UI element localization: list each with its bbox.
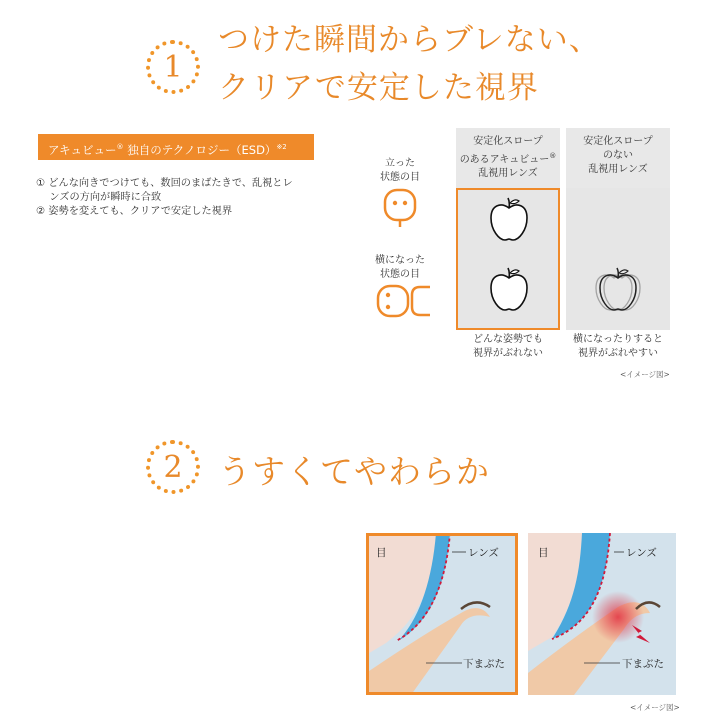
column-1-header: [456, 128, 560, 188]
col1-head-line1: 安定化スロープ: [473, 136, 543, 147]
diagram-image-note: <イメージ図>: [630, 703, 680, 712]
section-1-heading-line2: クリアで安定した視界: [218, 70, 539, 106]
blurred-apple-icon: [590, 264, 646, 314]
section-2-number-text: 2: [163, 449, 183, 485]
left-eyelid-label: 下まぶた: [463, 658, 505, 670]
apple-icon: [488, 266, 530, 312]
col2-head-line1: 安定化スロープ: [583, 136, 653, 147]
section-2-heading: うすくてやわらか: [218, 452, 490, 491]
right-eye-label: 目: [538, 547, 549, 559]
feature-1-line2: ンズの方向が瞬時に合致: [36, 192, 162, 203]
feature-2: ② 姿勢を変えても、クリアで安定した視界: [36, 206, 233, 217]
lying-face-icon: [376, 284, 432, 318]
section-1-number: [146, 40, 200, 94]
badge-note: ※2: [276, 143, 287, 151]
left-lens-label: レンズ: [468, 547, 499, 559]
col1-caption-line1: どんな姿勢でも: [473, 334, 543, 345]
column-1-caption: [446, 333, 570, 361]
comparison-image-note: <イメージ図>: [620, 370, 670, 379]
section-2-number: [146, 440, 200, 494]
badge-reg: ®: [116, 143, 124, 151]
badge-text2: 独自のテクノロジー（ESD）: [123, 142, 277, 157]
col1-head-line2: のあるアキュビュー: [459, 154, 550, 166]
right-eyelid-label: 下まぶた: [622, 658, 664, 670]
upright-label: [374, 157, 426, 185]
col1-caption-line2: 視界がぶれない: [473, 348, 543, 359]
section-1-number-text: 1: [163, 49, 183, 85]
col1-head-line3: 乱視用レンズ: [478, 168, 538, 180]
feature-1-line1: ① どんな向きでつけても、数回のまばたきで、乱視とレ: [36, 178, 293, 189]
technology-badge: [38, 134, 314, 160]
col2-caption-line2: 視界がぶれやすい: [578, 348, 658, 359]
col2-head-line3: 乱視用レンズ: [588, 164, 648, 175]
right-lens-label: レンズ: [626, 547, 657, 559]
badge-text: アキュビュー: [48, 142, 117, 157]
lying-label-line1: 横になった: [375, 255, 425, 266]
upright-label-line1: 立った: [385, 158, 415, 169]
column-2-header: [566, 128, 670, 188]
apple-icon: [488, 196, 530, 242]
col1-head-reg: ®: [549, 152, 557, 160]
lying-label: [370, 254, 430, 282]
left-eye-label: 目: [376, 547, 387, 559]
column-2-caption: [556, 333, 680, 361]
col2-head-line2: のない: [603, 150, 633, 161]
upright-label-line2: 状態の目: [380, 172, 420, 183]
section-1-heading-line1: つけた瞬間からブレない、: [218, 22, 601, 58]
upright-face-icon: [382, 188, 418, 228]
lying-label-line2: 状態の目: [380, 269, 420, 280]
col2-caption-line1: 横になったりすると: [573, 334, 663, 345]
